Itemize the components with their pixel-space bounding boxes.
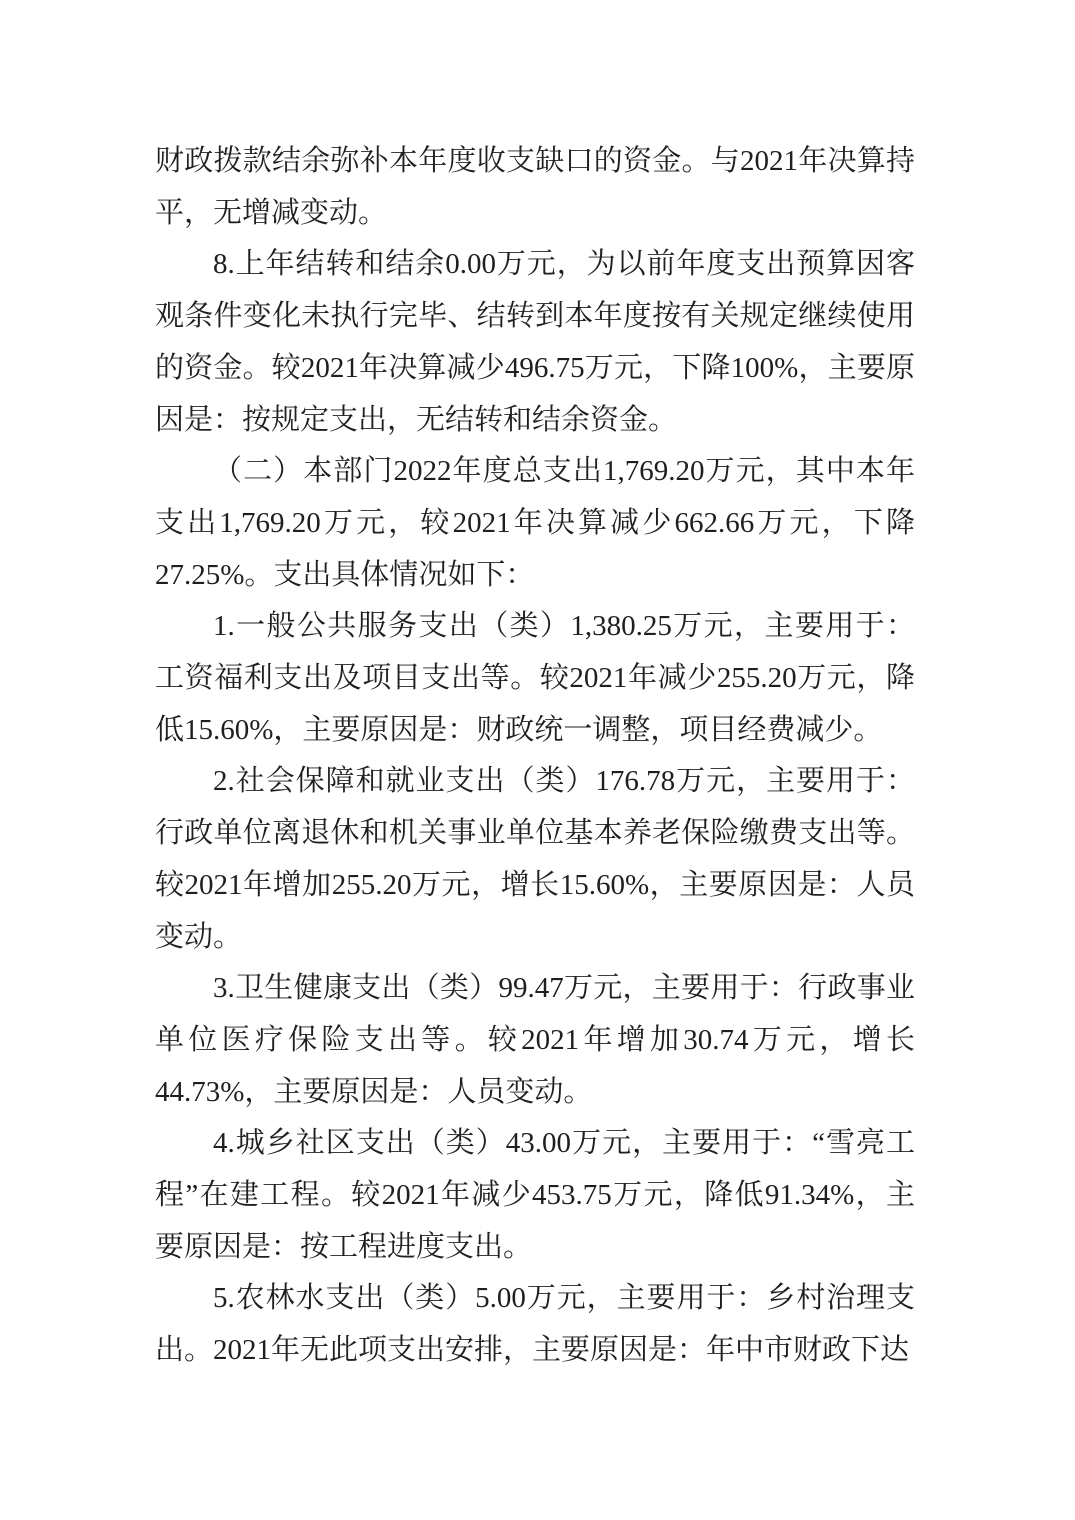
paragraph: 8.上年结转和结余0.00万元，为以前年度支出预算因客观条件变化未执行完毕、结转到本年度按有关规定继续使用的资金。较2021年决算减少496.75万元，下降100%，主要原因是：按规定支出，无结转和结余资金。 xyxy=(155,248,915,436)
paragraph: 财政拨款结余弥补本年度收支缺口的资金。与2021年决算持平，无增减变动。 xyxy=(155,145,915,229)
paragraph: 1.一般公共服务支出（类）1,380.25万元，主要用于：工资福利支出及项目支出等。较2021年减少255.20万元，降低15.60%，主要原因是：财政统一调整，项目经费减少。 xyxy=(155,610,915,746)
document-body xyxy=(155,136,915,1377)
paragraph: 2.社会保障和就业支出（类）176.78万元，主要用于：行政单位离退休和机关事业单位基本养老保险缴费支出等。较2021年增加255.20万元，增长15.60%，主要原因是：人员变动。 xyxy=(155,765,915,953)
paragraph: （二）本部门2022年度总支出1,769.20万元，其中本年支出1,769.20万元，较2021年决算减少662.66万元，下降27.25%。支出具体情况如下： xyxy=(155,455,915,591)
paragraph: 4.城乡社区支出（类）43.00万元，主要用于：“雪亮工程”在建工程。较2021年减少453.75万元，降低91.34%，主要原因是：按工程进度支出。 xyxy=(155,1127,915,1263)
paragraph: 3.卫生健康支出（类）99.47万元，主要用于：行政事业单位医疗保险支出等。较2021年增加30.74万元，增长44.73%，主要原因是：人员变动。 xyxy=(155,972,915,1108)
paragraph: 5.农林水支出（类）5.00万元，主要用于：乡村治理支出。2021年无此项支出安排，主要原因是：年中市财政下达 xyxy=(155,1282,915,1367)
